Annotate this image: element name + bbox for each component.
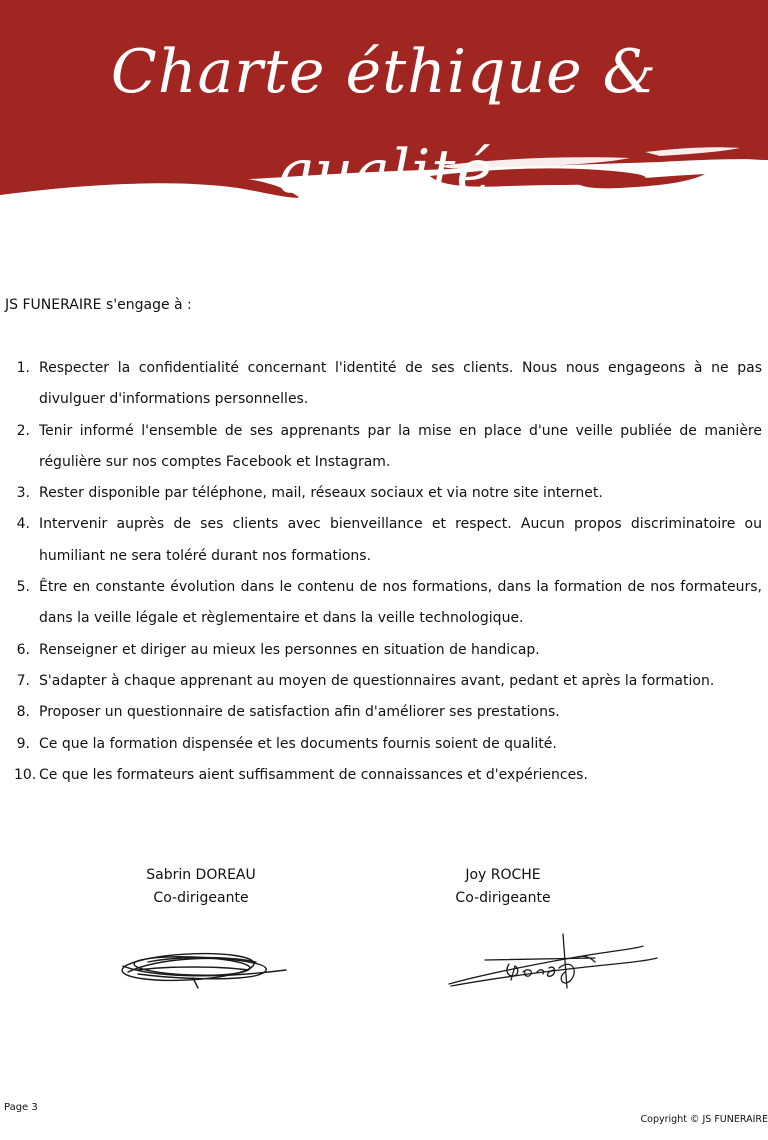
list-item-number: 7. [16, 672, 30, 689]
signatory-role: Co-dirigeante [455, 890, 551, 906]
page-title: Charte éthique & qualité [110, 37, 658, 207]
list-item-number: 2. [16, 422, 30, 439]
header-banner [0, 0, 768, 215]
list-item-text: Respecter la confidentialité concernant l'identité de ses clients. Nous nous engageons à ne pas divulguer d'informations personnelles. [39, 360, 762, 408]
list-item-text: Ce que la formation dispensée et les documents fournis soient de qualité. [39, 735, 557, 752]
list-item [14, 416, 762, 479]
list-item-number: 3. [16, 485, 30, 502]
copyright-notice: Copyright © JS FUNERAIRE [640, 1114, 768, 1125]
list-item [14, 729, 762, 760]
list-item-text: Rester disponible par téléphone, mail, réseaux sociaux et via notre site internet. [39, 485, 603, 502]
list-item [14, 509, 762, 572]
list-item-number: 5. [16, 579, 30, 596]
list-item [14, 697, 762, 728]
signatory-name: Sabrin DOREAU [146, 867, 256, 883]
list-item-number: 4. [16, 516, 30, 533]
signatory-name: Joy ROCHE [465, 867, 541, 883]
intro-statement: JS FUNERAIRE s'engage à : [5, 297, 192, 313]
list-item-text: Proposer un questionnaire de satisfaction afin d'améliorer ses prestations. [39, 704, 560, 721]
list-item-number: 10. [14, 766, 37, 783]
list-item-number: 8. [16, 704, 30, 721]
page-number: Page 3 [4, 1102, 38, 1113]
list-item [14, 635, 762, 666]
list-item [14, 760, 762, 791]
list-item-text: S'adapter à chaque apprenant au moyen de questionnaires avant, pedant et après la formation. [39, 672, 715, 689]
signature-roche-image [445, 928, 660, 994]
signature-doreau-image [118, 936, 288, 998]
list-item-text: Renseigner et diriger au mieux les personnes en situation de handicap. [39, 641, 540, 658]
signatory-role: Co-dirigeante [153, 890, 249, 906]
list-item-text: Tenir informé l'ensemble de ses apprenants par la mise en place d'une veille publiée de manière régulière sur nos comptes Facebook et Instagram. [39, 422, 762, 470]
list-item [14, 666, 762, 697]
list-item-text: Être en constante évolution dans le contenu de nos formations, dans la formation de nos formateurs, dans la veille légale et règlementaire et dans la veille technologique. [39, 579, 762, 627]
list-item-text: Intervenir auprès de ses clients avec bienveillance et respect. Aucun propos discriminatoire ou humiliant ne sera toléré durant nos formations. [39, 516, 762, 564]
commitments-list [14, 353, 762, 791]
list-item [14, 478, 762, 509]
signatory-roche [393, 864, 613, 910]
list-item-number: 9. [16, 735, 30, 752]
list-item [14, 353, 762, 416]
signatory-doreau [91, 864, 311, 910]
list-item-number: 6. [16, 641, 30, 658]
list-item [14, 572, 762, 635]
list-item-number: 1. [16, 360, 30, 376]
list-item-text: Ce que les formateurs aient suffisamment de connaissances et d'expériences. [39, 766, 588, 783]
